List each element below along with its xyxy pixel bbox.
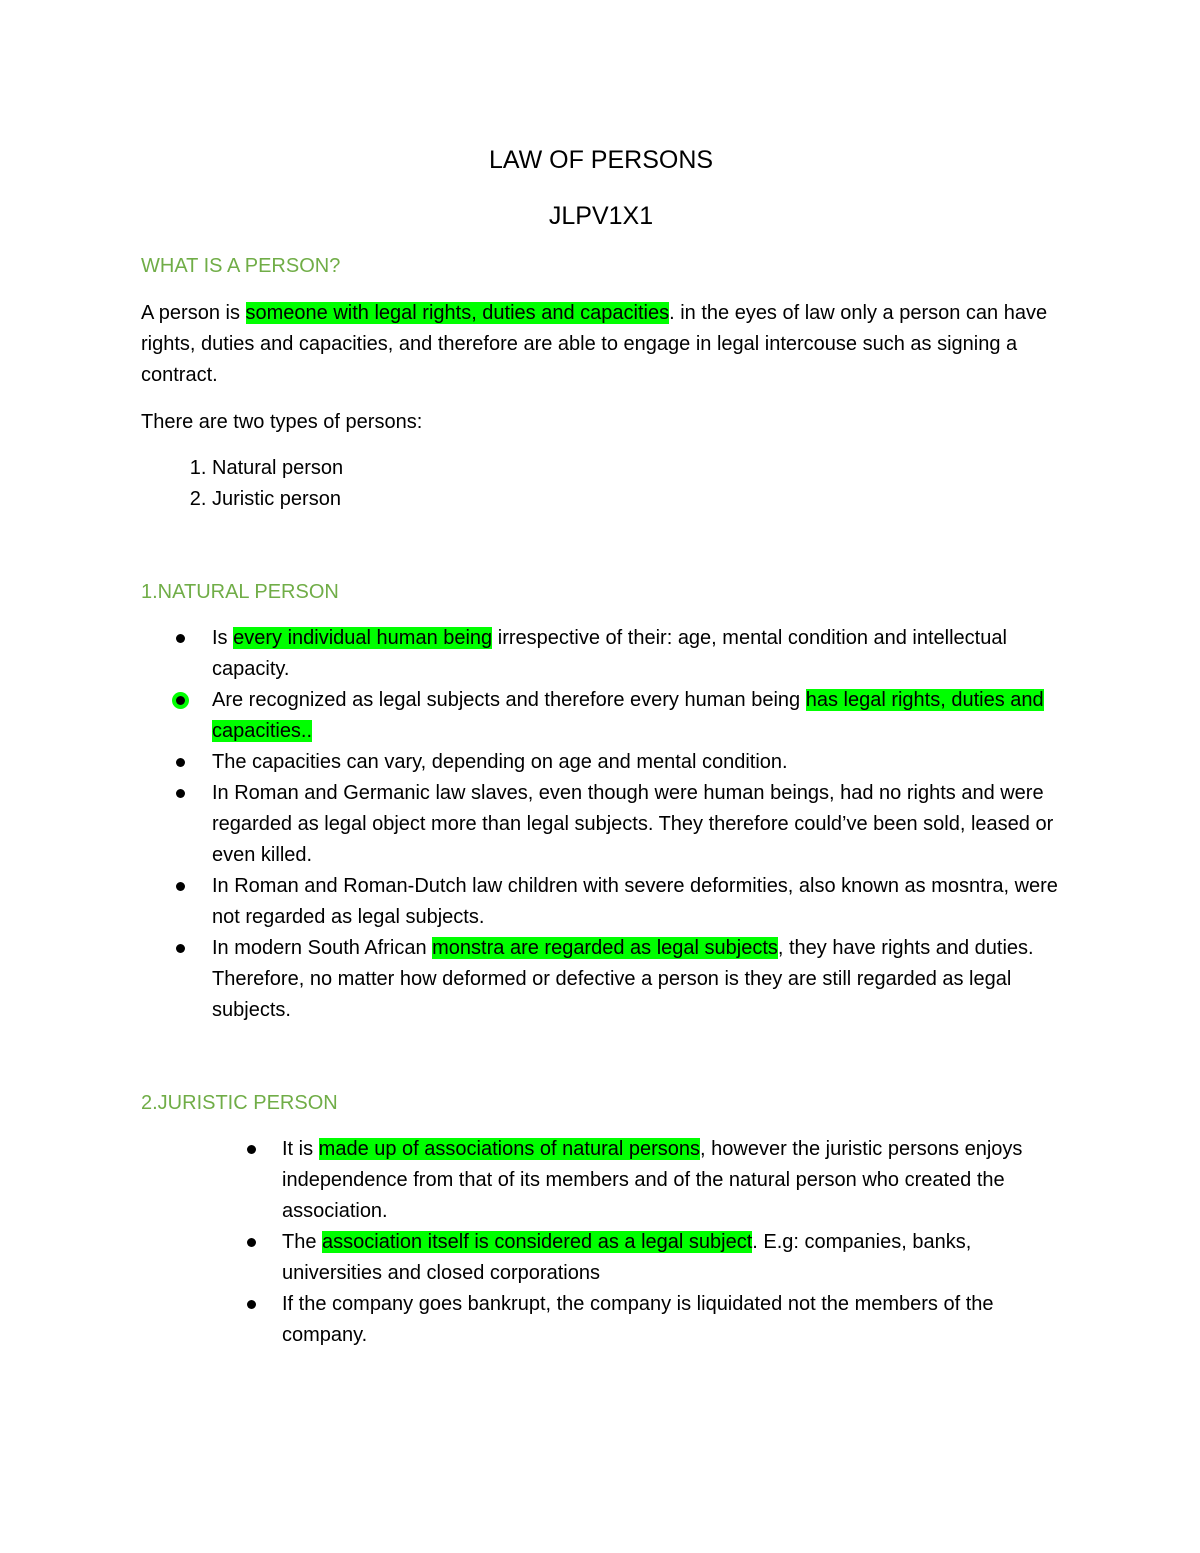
bullet-icon — [247, 1300, 256, 1309]
document-body — [141, 140, 1061, 1351]
highlighted-text: has legal rights, duties and capacities.. — [212, 689, 1044, 742]
bullet-icon — [176, 944, 185, 953]
text-run: Is — [212, 627, 234, 649]
list-item — [141, 778, 1061, 871]
juristic-person-list — [141, 1134, 1061, 1351]
list-item — [141, 685, 1061, 747]
highlighted-text: made up of associations of natural persons — [318, 1138, 701, 1160]
bullet-icon — [176, 758, 185, 767]
person-definition-paragraph — [141, 298, 1061, 391]
list-item — [141, 871, 1061, 933]
text-run: It is — [282, 1138, 319, 1160]
heading-natural-person: 1.NATURAL PERSON — [141, 581, 339, 603]
bullet-icon — [176, 696, 185, 705]
text-run: If the company goes bankrupt, the company is liquidated not the members of the company. — [282, 1293, 994, 1346]
heading-juristic-person: 2.JURISTIC PERSON — [141, 1092, 338, 1114]
text-run: A person is — [141, 302, 246, 324]
bullet-icon — [176, 789, 185, 798]
bullet-icon — [176, 634, 185, 643]
text-run: , they have rights and duties. Therefore, no matter how deformed or defective a person is they are still regarded as legal subjects. — [212, 937, 1034, 1021]
course-code: JLPV1X1 — [548, 202, 654, 230]
heading-what-is-a-person: WHAT IS A PERSON? — [141, 255, 341, 277]
person-types-list — [141, 453, 1061, 515]
text-run: Are recognized as legal subjects and therefore every human being — [212, 689, 806, 711]
text-run: . in the eyes of law only a person can have rights, duties and capacities, and therefore are able to engage in legal intercouse such as signing a contract. — [141, 302, 1048, 386]
text-run: In Roman and Germanic law slaves, even though were human beings, had no rights and were regarded as legal object more than legal subjects. They therefore could’ve been sold, leased or even killed. — [212, 782, 1054, 866]
bullet-icon — [247, 1145, 256, 1154]
highlighted-text: someone with legal rights, duties and capacities — [245, 302, 670, 324]
types-intro-paragraph: There are two types of persons: — [141, 411, 423, 433]
list-item — [141, 1289, 1061, 1351]
list-item: 1. Natural person — [212, 453, 1061, 484]
list-item — [141, 1134, 1061, 1227]
natural-person-list — [141, 623, 1061, 1026]
list-item — [141, 1227, 1061, 1289]
bullet-icon — [176, 882, 185, 891]
highlighted-text: monstra are regarded as legal subjects — [432, 937, 778, 959]
highlighted-text: every individual human being — [233, 627, 493, 649]
text-run: . E.g: companies, banks, universities and closed corporations — [282, 1231, 972, 1284]
text-run: irrespective of their: age, mental condition and intellectual capacity. — [212, 627, 1007, 680]
text-run: In Roman and Roman-Dutch law children with severe deformities, also known as mosntra, were not regarded as legal subjects. — [212, 875, 1058, 928]
list-item — [141, 747, 1061, 778]
document-title: LAW OF PERSONS — [488, 146, 714, 174]
text-run: In modern South African — [212, 937, 433, 959]
list-item: 2. Juristic person — [212, 484, 1061, 515]
text-run: The capacities can vary, depending on age and mental condition. — [212, 751, 788, 773]
text-run: , however the juristic persons enjoys independence from that of its members and of the natural person who created the association. — [282, 1138, 1023, 1222]
highlighted-text: association itself is considered as a legal subject — [322, 1231, 753, 1253]
list-item — [141, 623, 1061, 685]
list-item — [141, 933, 1061, 1026]
bullet-icon — [247, 1238, 256, 1247]
text-run: The — [282, 1231, 323, 1253]
